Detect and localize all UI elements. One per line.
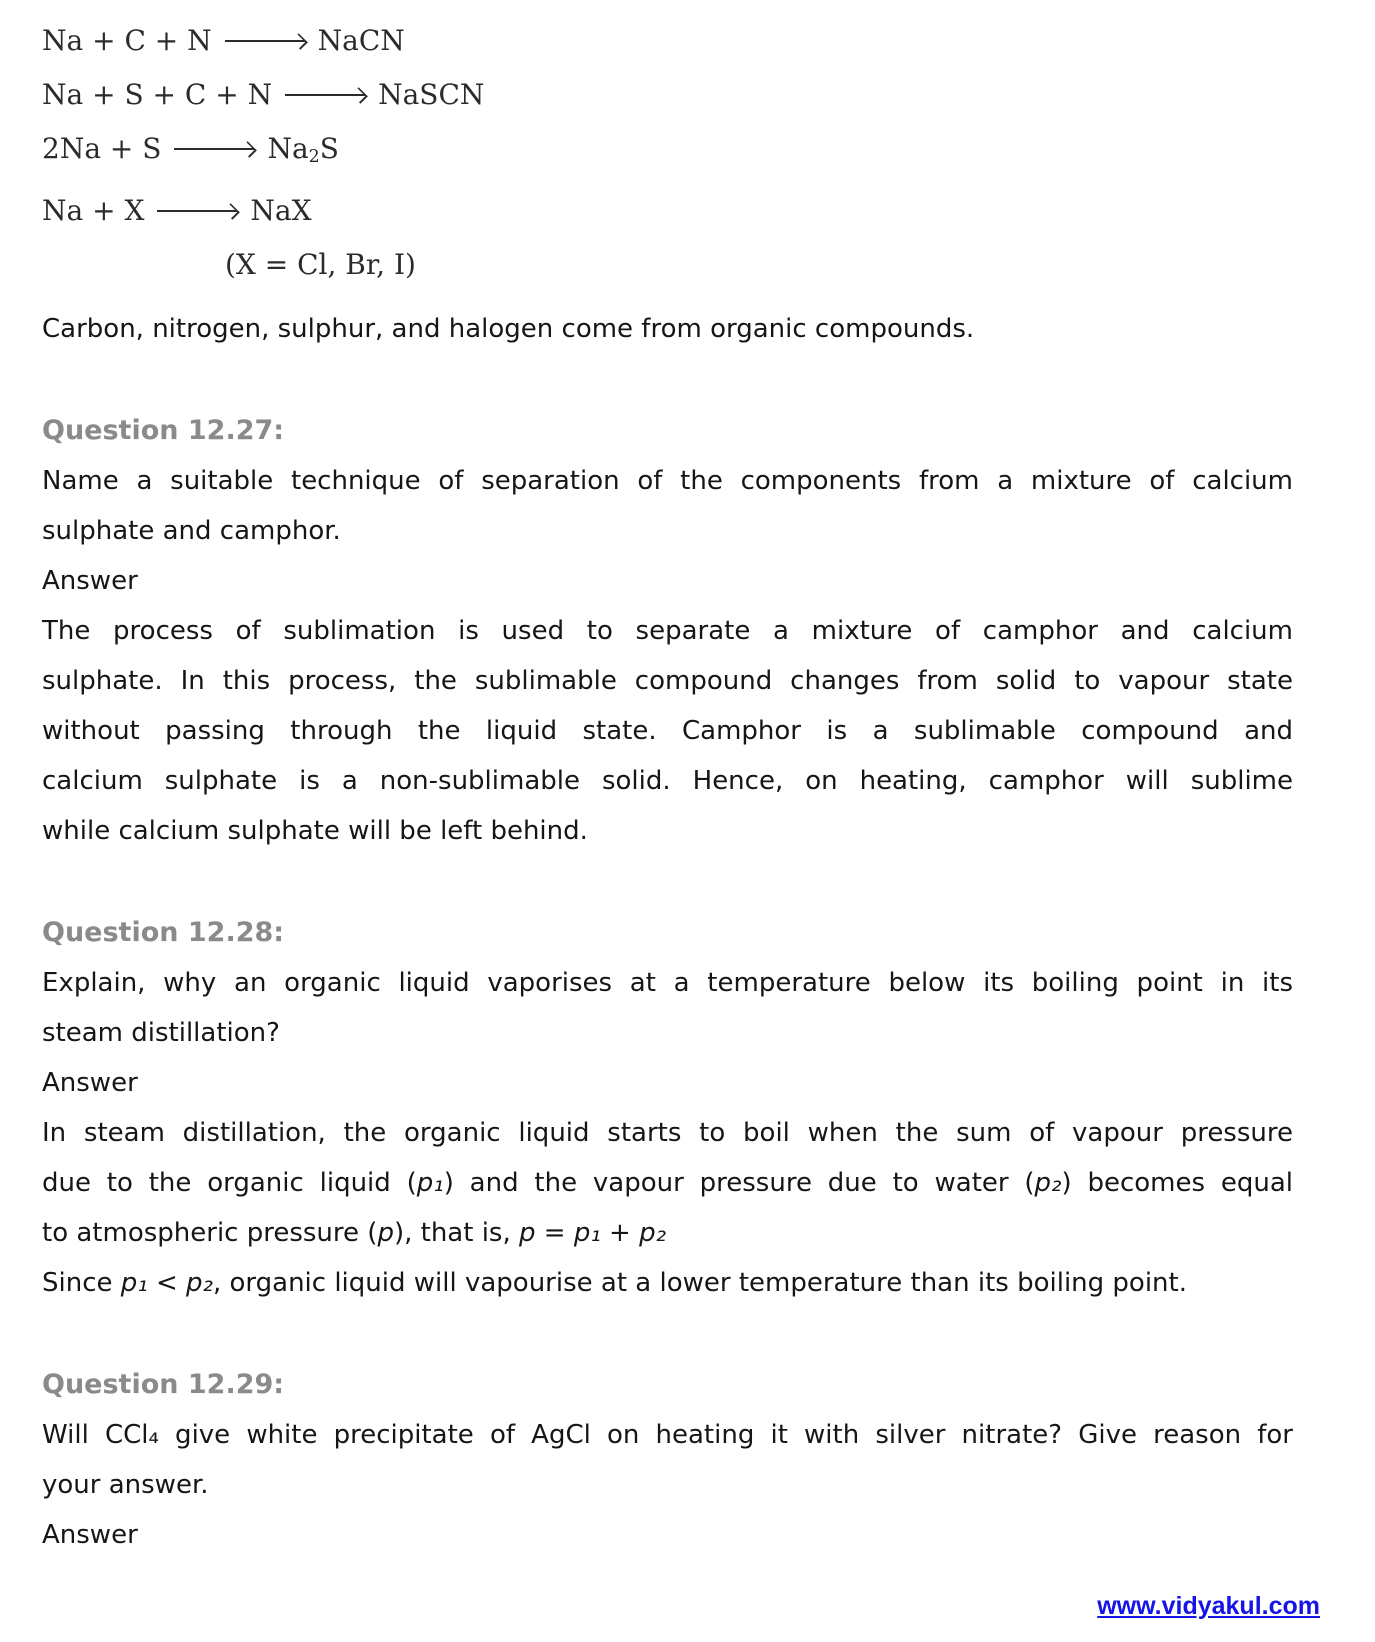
less-than-sign: <	[147, 1268, 187, 1299]
question-heading-12-28: Question 12.28:	[42, 917, 285, 949]
formula-subscript: 2	[308, 147, 320, 168]
question-12-27-line-1: Name a suitable technique of separation of the components from a mixture of calcium	[42, 466, 1293, 497]
pressure-p2-symbol: p₂	[1034, 1168, 1062, 1199]
text-segment: to atmospheric pressure (	[42, 1218, 378, 1249]
text-segment: ) becomes equal	[1061, 1168, 1293, 1199]
equation-line-nacn	[42, 14, 1293, 68]
answer-label: Answer	[42, 566, 138, 597]
equation-line-nascn	[42, 68, 1293, 122]
equation-rhs: NaX	[250, 194, 312, 228]
reaction-arrow-icon	[285, 94, 365, 96]
equation-condition: (X = Cl, Br, I)	[225, 248, 416, 282]
equation-line-nax	[42, 184, 1293, 238]
equation-rhs: NaSCN	[378, 78, 485, 111]
equation-rhs	[267, 132, 339, 168]
vidyakul-footer-link[interactable]: www.vidyakul.com	[1097, 1592, 1320, 1620]
formula-base: Na	[267, 132, 309, 165]
answer-12-27-line-1: The process of sublimation is used to separate a mixture of camphor and calcium	[42, 616, 1293, 647]
equation-lhs: Na + C + N	[42, 24, 212, 57]
plus-sign: +	[600, 1218, 640, 1249]
pressure-p-symbol: p	[377, 1218, 394, 1249]
answer-12-28-line-3	[42, 1208, 1293, 1258]
reaction-arrow-icon	[157, 210, 237, 212]
answer-12-27-line-2: sulphate. In this process, the sublimable compound changes from solid to vapour state	[42, 666, 1293, 697]
answer-12-27-line-3: without passing through the liquid state. Camphor is a sublimable compound and	[42, 716, 1293, 747]
equation-rhs: NaCN	[317, 24, 405, 57]
question-12-28-line-2: steam distillation?	[42, 1018, 280, 1049]
intro-text: Carbon, nitrogen, sulphur, and halogen come from organic compounds.	[42, 314, 975, 345]
page-content	[42, 14, 1293, 1560]
formula-tail: S	[319, 132, 339, 165]
question-12-29-line-1: Will CCl₄ give white precipitate of AgCl on heating it with silver nitrate? Give reason for	[42, 1420, 1293, 1451]
equation-lhs: 2Na + S	[42, 132, 162, 165]
pressure-p1-symbol: p₁	[120, 1268, 148, 1299]
pressure-p1-symbol: p₁	[573, 1218, 601, 1249]
equation-lhs: Na + X	[42, 194, 145, 228]
pressure-p2-symbol: p₂	[639, 1218, 667, 1249]
question-heading-12-27: Question 12.27:	[42, 415, 285, 447]
question-12-28-line-1: Explain, why an organic liquid vaporises at a temperature below its boiling point in its	[42, 968, 1293, 999]
text-segment: ), that is,	[393, 1218, 519, 1249]
reaction-arrow-icon	[225, 40, 305, 42]
text-segment: Since	[42, 1268, 121, 1299]
chemical-equations-block	[42, 14, 1293, 292]
equation-lhs: Na + S + C + N	[42, 78, 273, 111]
question-heading-12-29: Question 12.29:	[42, 1369, 285, 1401]
answer-label: Answer	[42, 1520, 138, 1551]
pressure-p-symbol: p	[519, 1218, 536, 1249]
pressure-p1-symbol: p₁	[416, 1168, 444, 1199]
text-segment: ) and the vapour pressure due to water (	[443, 1168, 1035, 1199]
answer-12-28-line-4	[42, 1258, 1293, 1308]
answer-label: Answer	[42, 1068, 138, 1099]
text-segment: , organic liquid will vapourise at a lower temperature than its boiling point.	[212, 1268, 1187, 1299]
equation-line-na2s	[42, 122, 1293, 184]
answer-12-28-line-1: In steam distillation, the organic liquid starts to boil when the sum of vapour pressure	[42, 1118, 1293, 1149]
answer-12-27-line-5: while calcium sulphate will be left behind.	[42, 816, 588, 847]
question-12-27-line-2: sulphate and camphor.	[42, 516, 341, 547]
equals-sign: =	[535, 1218, 574, 1249]
reaction-arrow-icon	[174, 148, 254, 150]
pressure-p2-symbol: p₂	[186, 1268, 213, 1299]
answer-12-27-line-4: calcium sulphate is a non-sublimable solid. Hence, on heating, camphor will sublime	[42, 766, 1293, 797]
question-12-29-line-2: your answer.	[42, 1470, 209, 1501]
answer-12-28-line-2	[42, 1158, 1293, 1208]
text-segment: due to the organic liquid (	[42, 1168, 417, 1199]
